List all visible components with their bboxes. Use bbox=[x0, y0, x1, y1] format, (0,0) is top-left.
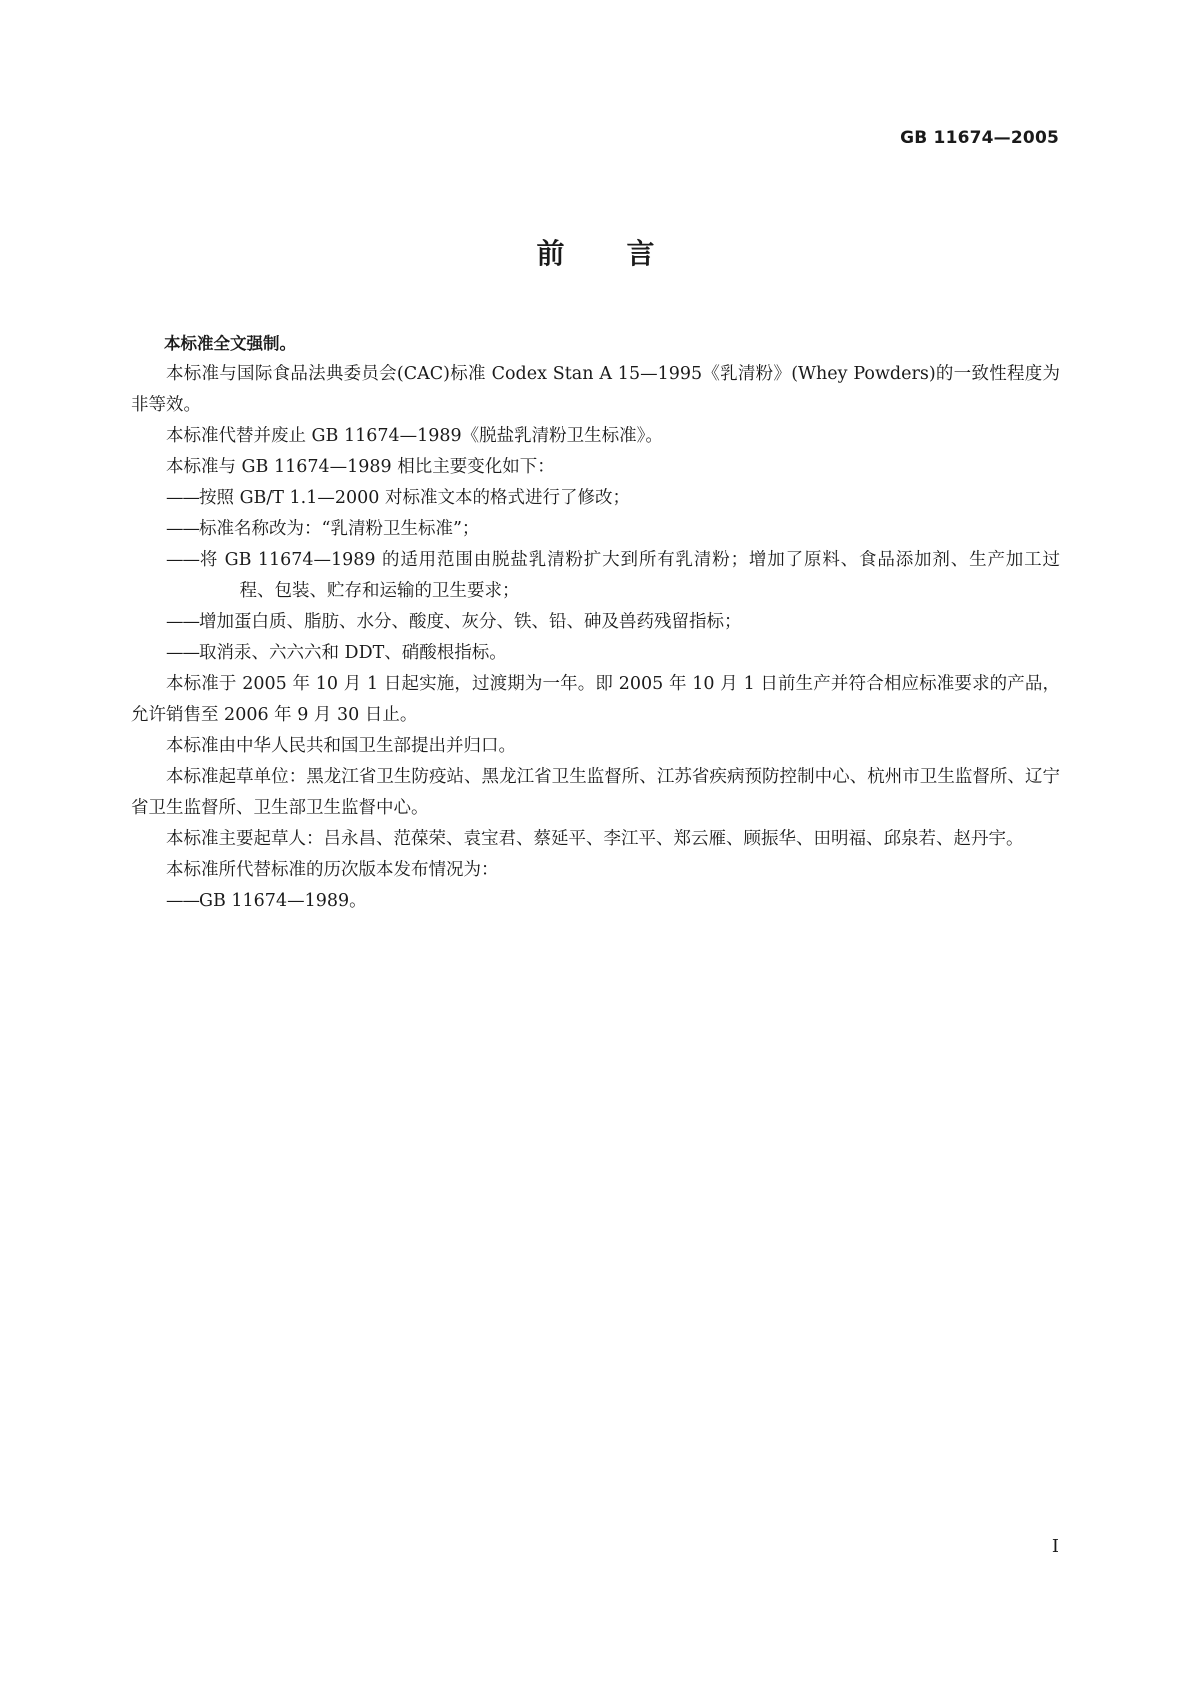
change-item-text: 按照 GB/T 1.1—2000 对标准文本的格式进行了修改； bbox=[199, 488, 630, 508]
dash-marker: —— bbox=[166, 550, 199, 570]
history-item bbox=[131, 886, 1060, 917]
dash-marker: —— bbox=[166, 891, 199, 911]
paragraph-history-intro: 本标准所代替标准的历次版本发布情况为： bbox=[166, 860, 499, 880]
mandatory-statement: 本标准全文强制。 bbox=[164, 334, 296, 353]
page-title: 前言 bbox=[536, 237, 717, 270]
paragraph-drafting-units: 本标准起草单位：黑龙江省卫生防疫站、黑龙江省卫生监督所、江苏省疾病预防控制中心、杭州市卫生监督所、辽宁省卫生监督所、卫生部卫生监督中心。 bbox=[131, 767, 1060, 818]
change-item-text: 增加蛋白质、脂肪、水分、酸度、灰分、铁、铅、砷及兽药残留指标； bbox=[199, 612, 742, 632]
change-item-text: 将 GB 11674—1989 的适用范围由脱盐乳清粉扩大到所有乳清粉；增加了原料、食品添加剂、生产加工过程、包装、贮存和运输的卫生要求； bbox=[199, 550, 1060, 601]
paragraph-changes-intro: 本标准与 GB 11674—1989 相比主要变化如下： bbox=[166, 457, 555, 477]
paragraph-drafters: 本标准主要起草人：吕永昌、范葆荣、袁宝君、蔡延平、李江平、郑云雁、顾振华、田明福、邱泉若、赵丹宇。 bbox=[166, 829, 1024, 849]
standard-number-header: GB 11674—2005 bbox=[900, 128, 1059, 148]
change-item-text: 取消汞、六六六和 DDT、硝酸根指标。 bbox=[199, 643, 507, 663]
paragraph-implementation-date: 本标准于 2005 年 10 月 1 日起实施，过渡期为一年。即 2005 年 10 月 1 日前生产并符合相应标准要求的产品，允许销售至 2006 年 9 月 30 日止。 bbox=[131, 674, 1060, 725]
paragraph-proposer: 本标准由中华人民共和国卫生部提出并归口。 bbox=[166, 736, 516, 756]
change-item bbox=[131, 545, 1060, 607]
dash-marker: —— bbox=[166, 612, 199, 632]
change-item bbox=[131, 514, 1060, 545]
dash-marker: —— bbox=[166, 488, 199, 508]
paragraph-replaces: 本标准代替并废止 GB 11674—1989《脱盐乳清粉卫生标准》。 bbox=[166, 426, 663, 446]
foreword-body bbox=[131, 328, 1060, 917]
change-item bbox=[131, 638, 1060, 669]
history-item-text: GB 11674—1989。 bbox=[199, 891, 367, 911]
change-item bbox=[131, 607, 1060, 638]
page-number: I bbox=[1051, 1536, 1059, 1557]
dash-marker: —— bbox=[166, 519, 199, 539]
change-item-text: 标准名称改为：“乳清粉卫生标准”； bbox=[199, 519, 480, 539]
paragraph-equivalence: 本标准与国际食品法典委员会(CAC)标准 Codex Stan A 15—1995《乳清粉》(Whey Powders)的一致性程度为非等效。 bbox=[131, 364, 1060, 415]
dash-marker: —— bbox=[166, 643, 199, 663]
change-item bbox=[131, 483, 1060, 514]
